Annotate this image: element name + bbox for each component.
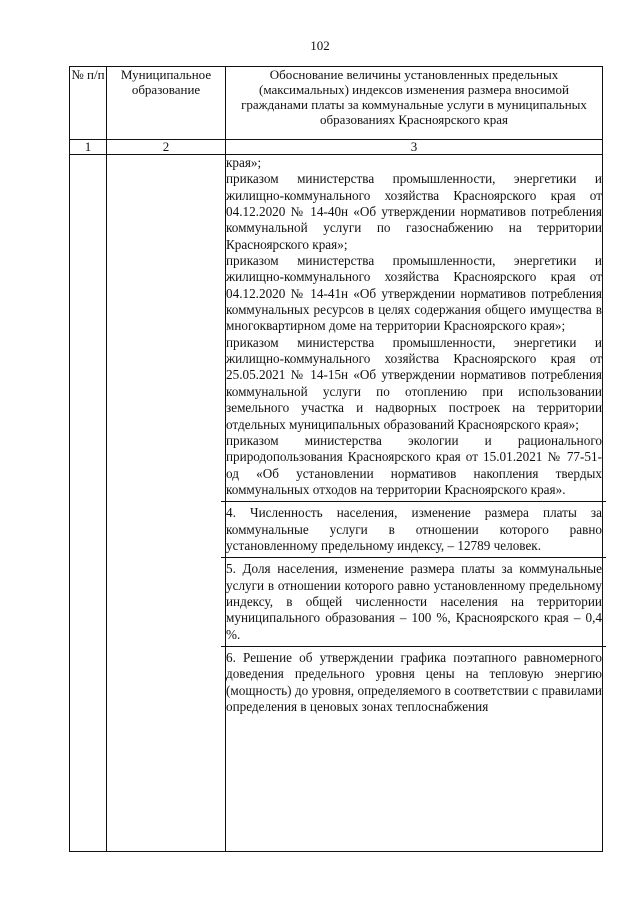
tariff-schedule-decision: 6. Решение об утверждении графика поэтапного равномерного доведения предельного уровня цены на тепловую энергию (мощность) до уровня, определяемого в соответствии с правилами определения в ценовых зонах теплоснабжения — [226, 649, 602, 714]
column-number-2: 2 — [107, 140, 226, 155]
order-common-property: приказом министерства промышленности, энергетики и жилищно-коммунального хозяйства Красноярского края от 04.12.2020 № 14-41н «Об утверждении нормативов потребления коммунальных ресурсов в целях содержания общего имущества в многоквартирном доме на территории Красноярского края»; — [226, 253, 602, 334]
row-number-cell — [70, 155, 107, 852]
population-share: 5. Доля населения, изменение размера платы за коммунальные услуги в отношении которого равно установленному предельному индексу, в общей численности населения на территории муниципального образования – 100 %, Красноярского края – 0,4 %. — [226, 561, 602, 642]
separator — [221, 646, 606, 647]
order-solid-waste: приказом министерства экологии и рационального природопользования Красноярского края от 15.01.2021 № 77-51-од «Об установлении нормативов накопления твердых коммунальных отходов на территории Красноярского края». — [226, 432, 602, 497]
header-municipality: Муниципальное образование — [107, 67, 226, 140]
order-gas-supply: приказом министерства промышленности, энергетики и жилищно-коммунального хозяйства Красноярского края от 04.12.2020 № 14-40н «Об утверждении нормативов потребления коммунальной услуги по газоснабжению на территории Красноярского края»; — [226, 171, 602, 252]
order-heating: приказом министерства промышленности, энергетики и жилищно-коммунального хозяйства Красноярского края от 25.05.2021 № 14-15н «Об утверждении нормативов потребления коммунальной услуги по отоплению при использовании земельного участка и надворных построек на территории отдельных муниципальных образований Красноярского края»; — [226, 334, 602, 432]
page-number: 102 — [310, 38, 330, 53]
separator — [221, 501, 606, 502]
header-row-number: № п/п — [70, 67, 107, 140]
municipality-cell — [107, 155, 226, 852]
header-justification: Обоснование величины установленных предельных (максимальных) индексов изменения размера вносимой гражданами платы за коммунальные услуги в муниципальных образованиях Красноярского края — [226, 67, 603, 140]
column-number-3: 3 — [226, 140, 603, 155]
population-count: 4. Численность населения, изменение размера платы за коммунальные услуги в отношении которого равно установленному предельному индексу, – 12789 человек. — [226, 505, 602, 553]
justification-table — [69, 66, 603, 852]
table-row — [70, 155, 603, 852]
table-header-row — [70, 67, 603, 140]
justification-cell — [226, 155, 603, 852]
column-numbers-row — [70, 140, 603, 155]
column-number-1: 1 — [70, 140, 107, 155]
separator — [221, 557, 606, 558]
order-list-continuation: края»; — [226, 155, 262, 170]
